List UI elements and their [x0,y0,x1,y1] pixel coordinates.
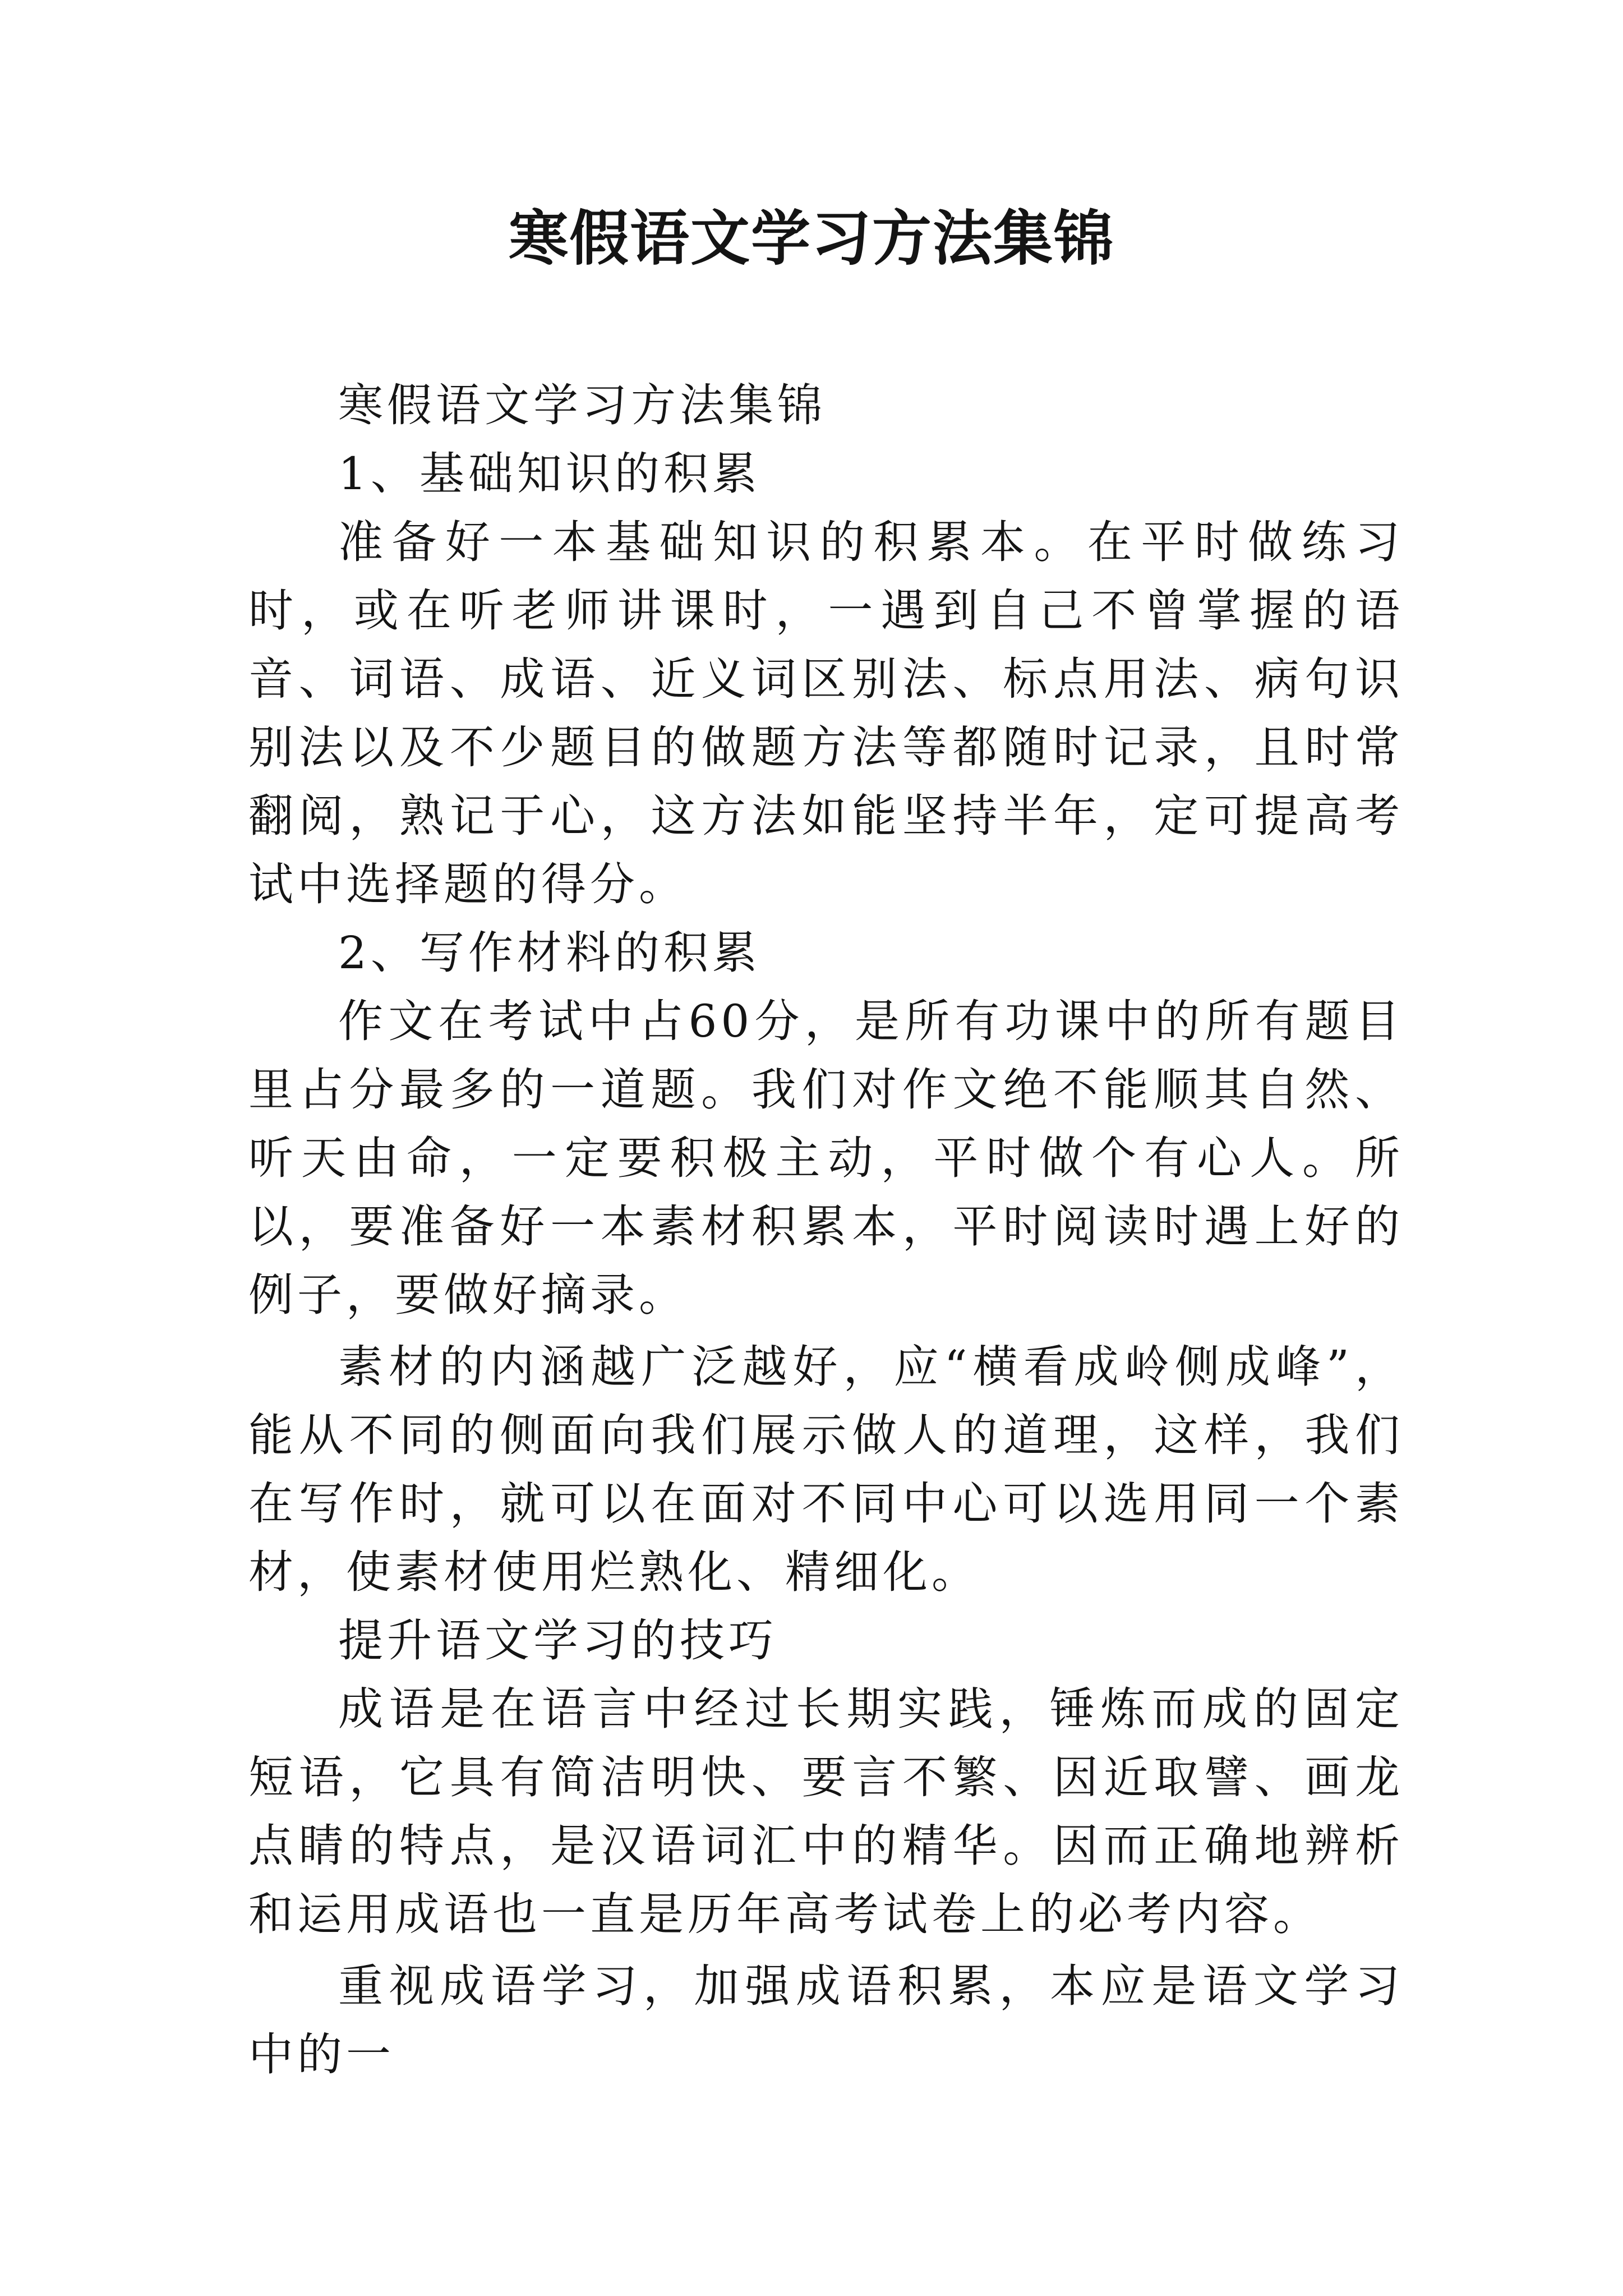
paragraph-heading-skills: 提升语文学习的技巧 [338,1614,777,1667]
paragraph-heading-writing-material: 2、写作材料的积累 [338,927,761,979]
paragraph-idioms: 成语是在语言中经过长期实践，锤炼而成的固定短语，它具有简洁明快、要言不繁、因近取譬、画龙点睛的特点，是汉语词汇中的精华。因而正确地辨析和运用成语也一直是历年高考试卷上的必考内容。 [248,1683,1404,1940]
paragraph-basic-knowledge: 准备好一本基础知识的积累本。在平时做练习时，或在听老师讲课时，一遇到自己不曾掌握的语音、词语、成语、近义词区别法、标点用法、病句识别法以及不少题目的做题方法等都随时记录，且时常翻阅，熟记于心，这方法如能坚持半年，定可提高考试中选择题的得分。 [248,516,1404,910]
paragraph-idiom-study: 重视成语学习，加强成语积累，本应是语文学习中的一 [248,1960,1404,2081]
paragraph-heading-basic-knowledge: 1、基础知识的积累 [338,448,761,500]
paragraph-material: 素材的内涵越广泛越好，应“横看成岭侧成峰”，能从不同的侧面向我们展示做人的道理，这样，我们在写作时，就可以在面对不同中心可以选用同一个素材，使素材使用烂熟化、精细化。 [248,1341,1404,1598]
document-body [248,371,1404,2089]
paragraph-composition: 作文在考试中占60分，是所有功课中的所有题目里占分最多的一道题。我们对作文绝不能顺其自然、听天由命，一定要积极主动，平时做个有心人。所以，要准备好一本素材积累本，平时阅读时遇上好的例子，要做好摘录。 [248,995,1404,1321]
paragraph-subtitle: 寒假语文学习方法集锦 [338,379,826,431]
document-title: 寒假语文学习方法集锦 [509,203,1114,273]
